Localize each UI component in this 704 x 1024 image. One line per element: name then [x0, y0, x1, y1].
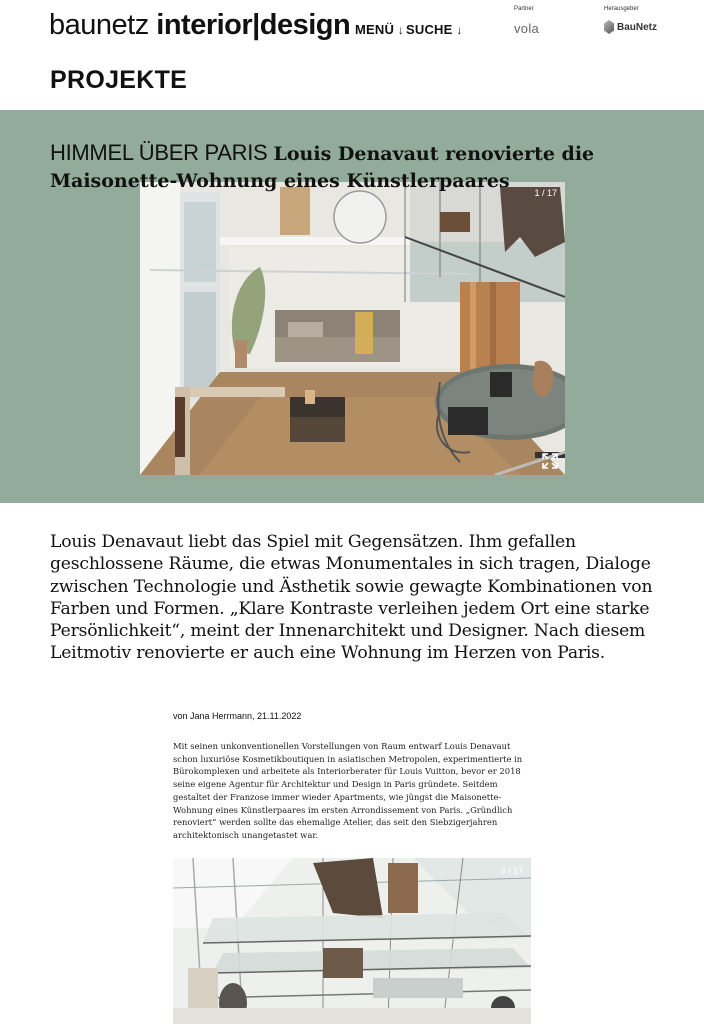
interior-photo	[140, 182, 565, 475]
search-button[interactable]	[406, 22, 463, 37]
expand-fullscreen-icon[interactable]	[541, 452, 559, 470]
logo-baunetz-text: baunetz	[49, 9, 157, 41]
publisher-name: BauNetz	[617, 21, 658, 33]
publisher-label: Herausgeber	[604, 6, 639, 12]
hero-gallery-image[interactable]	[140, 182, 565, 475]
headline-kicker: HIMMEL ÜBER PARIS	[50, 140, 268, 165]
menu-button[interactable]	[355, 22, 404, 37]
article-headline	[50, 140, 610, 194]
site-logo[interactable]	[49, 9, 350, 42]
publisher-logo-baunetz[interactable]	[604, 19, 657, 35]
arrow-down-icon: ↓	[397, 23, 405, 37]
gallery-counter: 1 / 17	[534, 188, 557, 198]
interior-photo-2	[173, 858, 531, 1024]
article-intro: Louis Denavaut liebt das Spiel mit Gegensätzen. Ihm gefallen geschlossene Räume, die etwas Monumentales in sich tragen, Dialoge zwischen Technologie und Ästhetik sowie gewagte Kombinationen von Farben und Formen. „Klare Kontraste verleihen jedem Ort eine starke Persönlichkeit“, meint der Innenarchitekt und Designer. Nach diesem Leitmotiv renovierte er auch eine Wohnung im Herzen von Paris.	[50, 532, 653, 664]
partner-label: Partner	[514, 6, 534, 12]
article-byline: von Jana Herrmann, 21.11.2022	[173, 711, 302, 721]
article-body: Mit seinen unkonventionellen Vorstellungen von Raum entwarf Louis Denavaut schon luxuriöse Kosmetikboutiquen in asiatischen Metropolen, experimentierte in Bürokomplexen und arbeitete als Interiorberater für Louis Vuitton, bevor er 2018 seine eigene Agentur für Architektur und Design in Paris gründete. Seitdem gestaltet der Franzose immer wieder Apartments, wie jüngst die Maisonette-Wohnung eines Künstlerpaares im ersten Arrondissement von Paris. „Gründlich renoviert“ werden sollte das ehemalige Atelier, das seit den Siebzigerjahren architektonisch unangetastet war.	[173, 741, 523, 840]
section-title: PROJEKTE	[50, 66, 188, 94]
baunetz-cube-icon	[604, 20, 614, 34]
partner-logo-vola[interactable]: vola	[514, 21, 540, 36]
search-label: SUCHE	[406, 22, 453, 37]
logo-interior-design-text: interior|design	[156, 9, 351, 41]
site-header	[0, 0, 704, 110]
gallery-image-2[interactable]	[173, 858, 531, 1024]
gallery-counter-2: 3 / 17	[500, 866, 523, 876]
arrow-down-icon: ↓	[456, 23, 463, 37]
headline-deck: Louis Denavaut renovierte die Maisonette-Wohnung eines Künstlerpaares	[50, 143, 595, 192]
menu-label: MENÜ	[355, 22, 395, 37]
